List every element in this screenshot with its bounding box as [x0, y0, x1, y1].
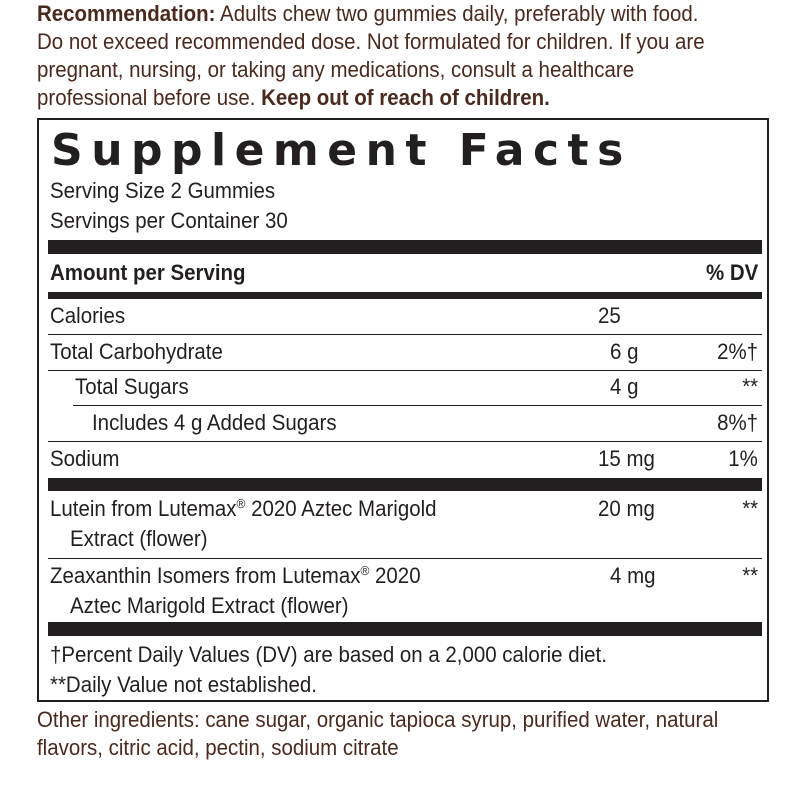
row-total-sugars-dv: ** [742, 374, 758, 399]
row-sodium-amount: 15 mg [598, 446, 655, 471]
row-divider [48, 334, 762, 335]
other-ingredients: Other ingredients: cane sugar, organic tapioca syrup, purified water, natural flavors, citric acid, pectin, sodium citrate [37, 707, 719, 760]
servings-per-container: Servings per Container 30 [50, 208, 288, 233]
row-zeaxanthin-dv: ** [742, 563, 758, 588]
row-sodium-name: Sodium [50, 446, 120, 471]
row-zeaxanthin-name-line2: Aztec Marigold Extract (flower) [70, 593, 349, 618]
row-carbohydrate-name: Total Carbohydrate [50, 339, 223, 364]
recommendation-text [37, 0, 725, 112]
row-divider [48, 370, 762, 371]
row-zeaxanthin-name: Zeaxanthin Isomers from Lutemax® 2020 [50, 563, 421, 588]
thick-divider-middle [48, 478, 762, 491]
thick-divider-top [48, 240, 762, 254]
row-total-sugars-name: Total Sugars [75, 374, 189, 399]
medium-divider [48, 292, 762, 299]
row-calories-name: Calories [50, 303, 126, 328]
row-total-sugars-amount: 4 g [610, 374, 639, 399]
header-percent-dv: % DV [705, 260, 758, 285]
row-carbohydrate-amount: 6 g [610, 339, 639, 364]
row-added-sugars-name: Includes 4 g Added Sugars [92, 410, 337, 435]
recommendation-label: Recommendation: [37, 1, 216, 26]
facts-title: Supplement Facts [51, 125, 632, 176]
row-lutein-name: Lutein from Lutemax® 2020 Aztec Marigold [50, 496, 437, 521]
row-lutein-dv: ** [742, 496, 758, 521]
row-sodium-dv: 1% [728, 446, 758, 471]
row-added-sugars-dv: 8%† [717, 410, 758, 435]
row-divider [73, 405, 762, 406]
serving-size: Serving Size 2 Gummies [50, 178, 276, 203]
row-lutein-amount: 20 mg [598, 496, 655, 521]
header-amount-per-serving: Amount per Serving [50, 260, 246, 285]
row-divider [48, 441, 762, 442]
row-calories-amount: 25 [598, 303, 621, 328]
keep-out-of-reach-warning: Keep out of reach of children. [261, 85, 550, 110]
thick-divider-bottom [48, 622, 762, 636]
row-divider [48, 558, 762, 559]
footnote-percent-dv: †Percent Daily Values (DV) are based on a 2,000 calorie diet. [50, 642, 607, 667]
row-zeaxanthin-amount: 4 mg [610, 563, 656, 588]
recommendation-body: Adults chew two gummies daily, preferably with food. Do not exceed recommended dose. Not formulated for children. If you are pregnant, nursing, or taking any medications, consult a healthcare professional before use. [37, 1, 705, 110]
row-lutein-name-line2: Extract (flower) [70, 526, 208, 551]
footnote-dv-not-established: **Daily Value not established. [50, 672, 317, 697]
row-carbohydrate-dv: 2%† [717, 339, 758, 364]
supplement-facts-panel [37, 118, 769, 702]
